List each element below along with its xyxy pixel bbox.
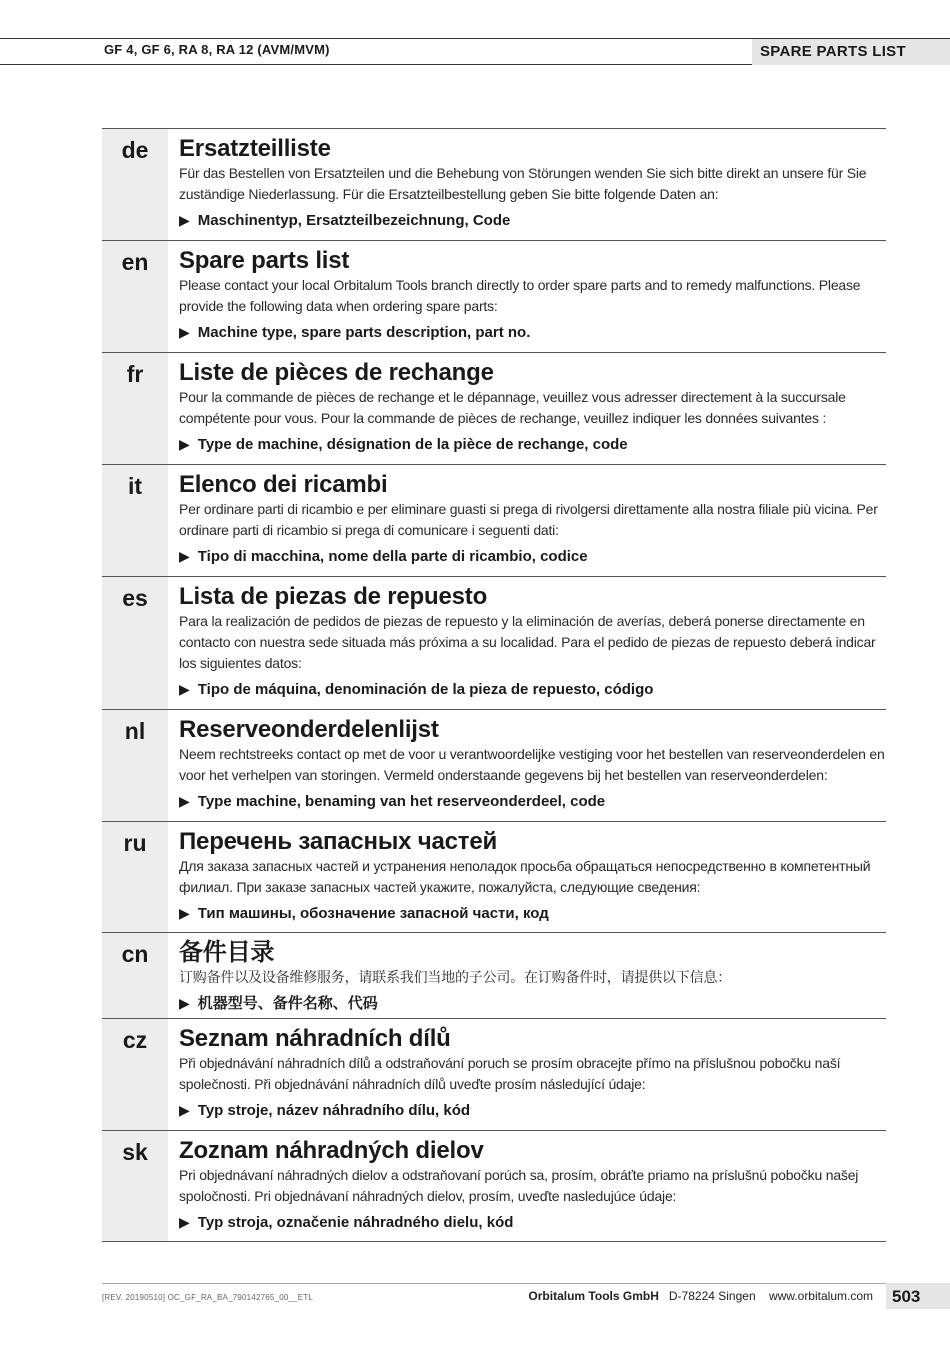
- required-data: [179, 210, 886, 231]
- section-description: Für das Bestellen von Ersatzteilen und die Behebung von Störungen wenden Sie sich bitte direkt an unsere für Sie zuständige Niederlassung. Für die Ersatzteilbestellung geben Sie bitte folgende Daten an:: [179, 165, 867, 202]
- section-description: Para la realización de pedidos de piezas de repuesto y la eliminación de averías, deberá ponerse directamente en contacto con nuestra sede situada más próxima a su localidad. Para el pedido de piezas de repuesto deberá indicar los siguientes datos:: [179, 613, 876, 671]
- required-data: [179, 679, 886, 700]
- section-title: Ersatzteilliste: [179, 135, 331, 162]
- section-title: Lista de piezas de repuesto: [179, 583, 488, 610]
- company-info: [528, 1289, 873, 1303]
- required-data: [179, 546, 886, 567]
- required-data: [179, 434, 886, 455]
- section-content: [168, 129, 886, 240]
- page-number: 503: [886, 1283, 950, 1309]
- required-data-text: 机器型号、备件名称、代码: [197, 995, 378, 1012]
- revision-code: [REV. 20190510] OC_GF_RA_BA_790142765_00__ETL: [102, 1293, 314, 1302]
- arrow-right-icon: ▶: [179, 324, 190, 340]
- arrow-right-icon: ▶: [179, 793, 190, 809]
- lang-code: ru: [102, 822, 168, 932]
- section-description: Pour la commande de pièces de rechange et le dépannage, veuillez vous adresser directement à la succursale compétente pour vous. Pour la commande de pièces de rechange, veuillez indiquer les données suivantes :: [179, 389, 846, 426]
- section-title: Seznam náhradních dílů: [179, 1025, 451, 1052]
- section-fr: [102, 352, 886, 464]
- lang-code: cn: [102, 933, 168, 1018]
- section-content: [168, 465, 886, 576]
- section-title: 备件目录: [179, 939, 275, 966]
- header-rule-bottom: [0, 64, 752, 65]
- section-description: Při objednávání náhradních dílů a odstraňování poruch se prosím obracejte přímo na příslušnou pobočku naší společnosti. Při objednávání náhradních dílů uveďte prosím následující údaje:: [179, 1055, 841, 1092]
- required-data-text: Tipo di macchina, nome della parte di ricambio, codice: [197, 548, 588, 565]
- required-data-text: Type de machine, désignation de la pièce de rechange, code: [197, 436, 628, 453]
- section-content: [168, 710, 886, 821]
- lang-code: de: [102, 129, 168, 240]
- required-data-text: Typ stroje, název náhradního dílu, kód: [197, 1102, 471, 1119]
- section-content: [168, 1131, 886, 1241]
- header-section-title: SPARE PARTS LIST: [752, 39, 950, 65]
- lang-code: es: [102, 577, 168, 709]
- section-en: [102, 240, 886, 352]
- header-model-title: GF 4, GF 6, RA 8, RA 12 (AVM/MVM): [104, 42, 330, 57]
- section-description: Neem rechtstreeks contact op met de voor u verantwoordelijke vestiging voor het bestellen van reserveonderdelen en voor het verhelpen van storingen. Vermeld onderstaande gegevens bij het bestellen van reserveonderdelen:: [179, 746, 885, 783]
- section-description: Pri objednávaní náhradných dielov a odstraňovaní porúch sa, prosím, obráťte priamo na príslušnú pobočku našej spoločnosti. Pri objednávaní náhradných dielov, prosím, uveďte nasledujúce údaje:: [179, 1167, 859, 1204]
- section-de: [102, 128, 886, 240]
- required-data: [179, 791, 886, 812]
- lang-code: en: [102, 241, 168, 352]
- required-data: [179, 903, 886, 924]
- section-title: Reserveonderdelenlijst: [179, 716, 439, 743]
- section-description: Для заказа запасных частей и устранения неполадок просьба обращаться непосредственно в компетентный филиал. При заказе запасных частей укажите, пожалуйста, следующие сведения:: [179, 858, 871, 895]
- section-nl: [102, 709, 886, 821]
- required-data-text: Typ stroja, označenie náhradného dielu, kód: [197, 1214, 514, 1231]
- section-title: Liste de pièces de rechange: [179, 359, 494, 386]
- lang-code: nl: [102, 710, 168, 821]
- section-content: [168, 241, 886, 352]
- arrow-right-icon: ▶: [179, 905, 190, 921]
- required-data: [179, 322, 886, 343]
- section-title: Zoznam náhradných dielov: [179, 1137, 484, 1164]
- arrow-right-icon: ▶: [179, 681, 190, 697]
- lang-code: it: [102, 465, 168, 576]
- arrow-right-icon: ▶: [179, 1102, 190, 1118]
- footer-rule: [102, 1283, 886, 1284]
- company-name: Orbitalum Tools GmbH: [528, 1289, 659, 1303]
- required-data: [179, 1212, 886, 1233]
- lang-code: fr: [102, 353, 168, 464]
- arrow-right-icon: ▶: [179, 1214, 190, 1230]
- section-title: Elenco dei ricambi: [179, 471, 388, 498]
- required-data-text: Tipo de máquina, denominación de la pieza de repuesto, código: [197, 681, 654, 698]
- lang-code: sk: [102, 1131, 168, 1241]
- section-description: Per ordinare parti di ricambio e per eliminare guasti si prega di rivolgersi direttamente alla nostra filiale più vicina. Per ordinare parti di ricambio si prega di comunicare i seguenti dati:: [179, 501, 878, 538]
- section-title: Перечень запасных частей: [179, 828, 498, 855]
- arrow-right-icon: ▶: [179, 995, 190, 1011]
- required-data-text: Maschinentyp, Ersatzteilbezeichnung, Code: [197, 212, 511, 229]
- lang-code: cz: [102, 1019, 168, 1130]
- section-content: [168, 1019, 886, 1130]
- company-website: www.orbitalum.com: [768, 1289, 873, 1303]
- section-content: [168, 577, 886, 709]
- company-address: D-78224 Singen: [668, 1289, 756, 1303]
- section-content: [168, 822, 886, 932]
- required-data-text: Type machine, benaming van het reserveonderdeel, code: [197, 793, 606, 810]
- section-it: [102, 464, 886, 576]
- section-content: [168, 353, 886, 464]
- required-data: [179, 993, 886, 1014]
- arrow-right-icon: ▶: [179, 436, 190, 452]
- section-cn: [102, 932, 886, 1018]
- required-data-text: Machine type, spare parts description, part no.: [197, 324, 531, 341]
- arrow-right-icon: ▶: [179, 212, 190, 228]
- section-content: [168, 933, 886, 1018]
- section-cz: [102, 1018, 886, 1130]
- section-description: 订购备件以及设备维修服务，请联系我们当地的子公司。在订购备件时，请提供以下信息：: [179, 969, 731, 985]
- language-sections: [102, 128, 886, 1242]
- section-ru: [102, 821, 886, 932]
- required-data-text: Тип машины, обозначение запасной части, код: [197, 905, 549, 922]
- arrow-right-icon: ▶: [179, 548, 190, 564]
- required-data: [179, 1100, 886, 1121]
- section-title: Spare parts list: [179, 247, 350, 274]
- section-sk: [102, 1130, 886, 1242]
- section-description: Please contact your local Orbitalum Tools branch directly to order spare parts and to remedy malfunctions. Please provide the following data when ordering spare parts:: [179, 277, 861, 314]
- section-es: [102, 576, 886, 709]
